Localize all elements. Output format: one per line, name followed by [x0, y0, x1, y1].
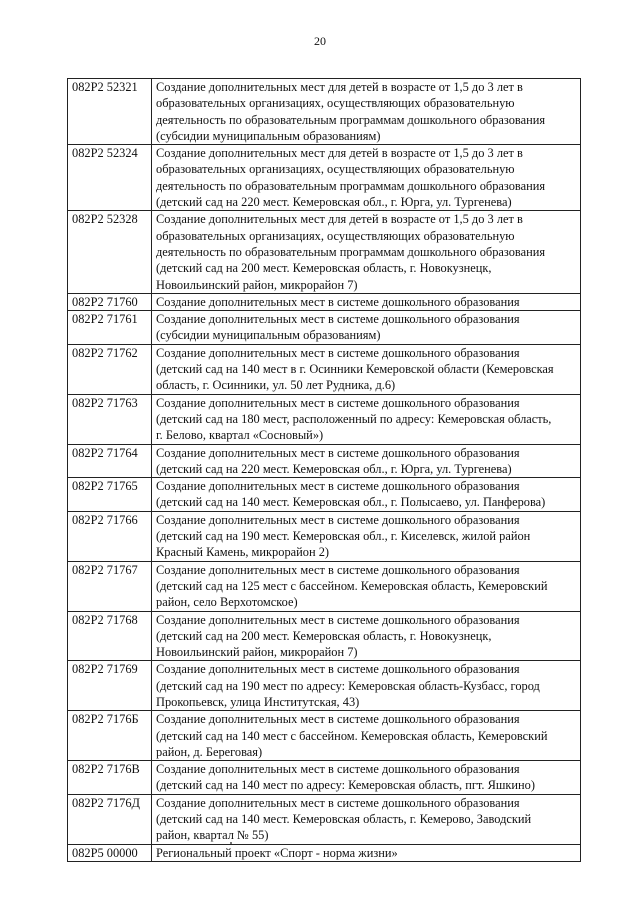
table-row — [68, 561, 581, 611]
description-line: (детский сад на 140 мест в г. Осинники Кемеровской области (Кемеровская — [156, 362, 554, 377]
classification-code: 082P2 52328 — [68, 211, 152, 293]
classification-code: 082P2 7176Б — [68, 711, 152, 761]
description-line: Новоильинский район, микрорайон 7) — [156, 277, 358, 292]
scan-speck — [230, 842, 232, 844]
classification-code: 082P2 71762 — [68, 344, 152, 394]
classification-code: 082P2 71769 — [68, 661, 152, 711]
description-line: (детский сад на 190 мест по адресу: Кемеровская область-Кузбасс, город — [156, 678, 540, 693]
table-row — [68, 444, 581, 478]
description-line: деятельность по образовательным программам дошкольного образования — [156, 178, 546, 193]
description-line: Создание дополнительных мест в системе дошкольного образования — [156, 612, 520, 627]
table-row — [68, 611, 581, 661]
classification-code: 082P2 71761 — [68, 311, 152, 345]
code-description — [152, 561, 581, 611]
code-description — [152, 661, 581, 711]
code-description — [152, 711, 581, 761]
description-line: (детский сад на 140 мест. Кемеровская обл., г. Полысаево, ул. Панферова) — [156, 495, 546, 510]
description-line: Прокопьевск, улица Институтская, 43) — [156, 694, 360, 709]
classification-code: 082P2 52324 — [68, 145, 152, 211]
table-row — [68, 661, 581, 711]
classification-code: 082P2 7176Д — [68, 794, 152, 844]
description-line: Создание дополнительных мест в системе дошкольного образования — [156, 345, 520, 360]
description-line: Создание дополнительных мест в системе дошкольного образования — [156, 562, 520, 577]
description-line: (субсидии муниципальным образованиям) — [156, 328, 381, 343]
description-line: (субсидии муниципальным образованиям) — [156, 128, 381, 143]
description-line: район, квартал № 55) — [156, 828, 269, 843]
table-row — [68, 311, 581, 345]
classification-code: 082P2 71764 — [68, 444, 152, 478]
description-line: Создание дополнительных мест в системе дошкольного образования — [156, 795, 520, 810]
description-line: (детский сад на 180 мест, расположенный по адресу: Кемеровская область, — [156, 411, 552, 426]
table-row — [68, 794, 581, 844]
description-line: деятельность по образовательным программам дошкольного образования — [156, 244, 546, 259]
description-line: образовательных организациях, осуществляющих образовательную — [156, 228, 515, 243]
code-description — [152, 211, 581, 293]
description-line: Создание дополнительных мест для детей в возрасте от 1,5 до 3 лет в — [156, 80, 523, 94]
description-line: г. Белово, квартал «Сосновый») — [156, 428, 324, 443]
code-description — [152, 311, 581, 345]
description-line: Создание дополнительных мест в системе дошкольного образования — [156, 712, 520, 727]
code-description — [152, 794, 581, 844]
description-line: Создание дополнительных мест для детей в возрасте от 1,5 до 3 лет в — [156, 146, 523, 161]
code-description — [152, 145, 581, 211]
table-row — [68, 844, 581, 861]
classification-code: 082P2 71765 — [68, 478, 152, 512]
description-line: (детский сад на 140 мест. Кемеровская область, г. Кемерово, Заводский — [156, 812, 532, 827]
description-line: район, село Верхотомское) — [156, 595, 298, 610]
description-line: (детский сад на 125 мест с бассейном. Кемеровская область, Кемеровский — [156, 578, 548, 593]
description-line: деятельность по образовательным программам дошкольного образования — [156, 112, 546, 127]
code-description — [152, 511, 581, 561]
description-line: (детский сад на 200 мест. Кемеровская область, г. Новокузнецк, — [156, 261, 492, 276]
description-line: Создание дополнительных мест в системе дошкольного образования — [156, 395, 520, 410]
description-line: (детский сад на 140 мест с бассейном. Кемеровская область, Кемеровский — [156, 728, 548, 743]
description-line: Красный Камень, микрорайон 2) — [156, 545, 330, 560]
classification-code: 082P2 52321 — [68, 79, 152, 145]
table-row — [68, 344, 581, 394]
classification-code: 082P2 71767 — [68, 561, 152, 611]
code-description — [152, 79, 581, 145]
classification-code: 082P2 71760 — [68, 293, 152, 310]
table-row — [68, 145, 581, 211]
code-description — [152, 761, 581, 795]
code-description — [152, 344, 581, 394]
code-description — [152, 394, 581, 444]
description-line: Создание дополнительных мест в системе дошкольного образования — [156, 294, 520, 309]
table-row — [68, 79, 581, 145]
table-row — [68, 711, 581, 761]
classification-code: 082P2 71763 — [68, 394, 152, 444]
description-line: Создание дополнительных мест в системе дошкольного образования — [156, 445, 520, 460]
table-body — [68, 79, 581, 862]
table-row — [68, 394, 581, 444]
code-description — [152, 844, 581, 861]
description-line: район, д. Береговая) — [156, 744, 263, 759]
description-line: Региональный проект «Спорт - норма жизни» — [156, 845, 398, 860]
code-description — [152, 611, 581, 661]
description-line: Создание дополнительных мест для детей в возрасте от 1,5 до 3 лет в — [156, 212, 523, 227]
description-line: область, г. Осинники, ул. 50 лет Рудника, д.6) — [156, 378, 396, 393]
description-line: Создание дополнительных мест в системе дошкольного образования — [156, 479, 520, 494]
code-description — [152, 293, 581, 310]
description-line: (детский сад на 200 мест. Кемеровская область, г. Новокузнецк, — [156, 628, 492, 643]
description-line: Новоильинский район, микрорайон 7) — [156, 645, 358, 660]
table-row — [68, 211, 581, 293]
code-description — [152, 478, 581, 512]
classification-code: 082P5 00000 — [68, 844, 152, 861]
description-line: (детский сад на 190 мест. Кемеровская обл., г. Киселевск, жилой район — [156, 529, 531, 544]
description-line: образовательных организациях, осуществляющих образовательную — [156, 162, 515, 177]
budget-codes-table — [67, 78, 581, 862]
description-line: Создание дополнительных мест в системе дошкольного образования — [156, 312, 520, 327]
description-line: образовательных организациях, осуществляющих образовательную — [156, 96, 515, 111]
description-line: (детский сад на 220 мест. Кемеровская обл., г. Юрга, ул. Тургенева) — [156, 195, 512, 210]
page-number: 20 — [314, 34, 326, 48]
description-line: Создание дополнительных мест в системе дошкольного образования — [156, 512, 520, 527]
table-row — [68, 478, 581, 512]
description-line: (детский сад на 220 мест. Кемеровская обл., г. Юрга, ул. Тургенева) — [156, 461, 512, 476]
table-row — [68, 293, 581, 310]
classification-code: 082P2 71768 — [68, 611, 152, 661]
classification-code: 082P2 7176В — [68, 761, 152, 795]
table-row — [68, 761, 581, 795]
code-description — [152, 444, 581, 478]
description-line: (детский сад на 140 мест по адресу: Кемеровская область, пгт. Яшкино) — [156, 778, 536, 793]
classification-code: 082P2 71766 — [68, 511, 152, 561]
table-row — [68, 511, 581, 561]
description-line: Создание дополнительных мест в системе дошкольного образования — [156, 662, 520, 677]
description-line: Создание дополнительных мест в системе дошкольного образования — [156, 762, 520, 777]
